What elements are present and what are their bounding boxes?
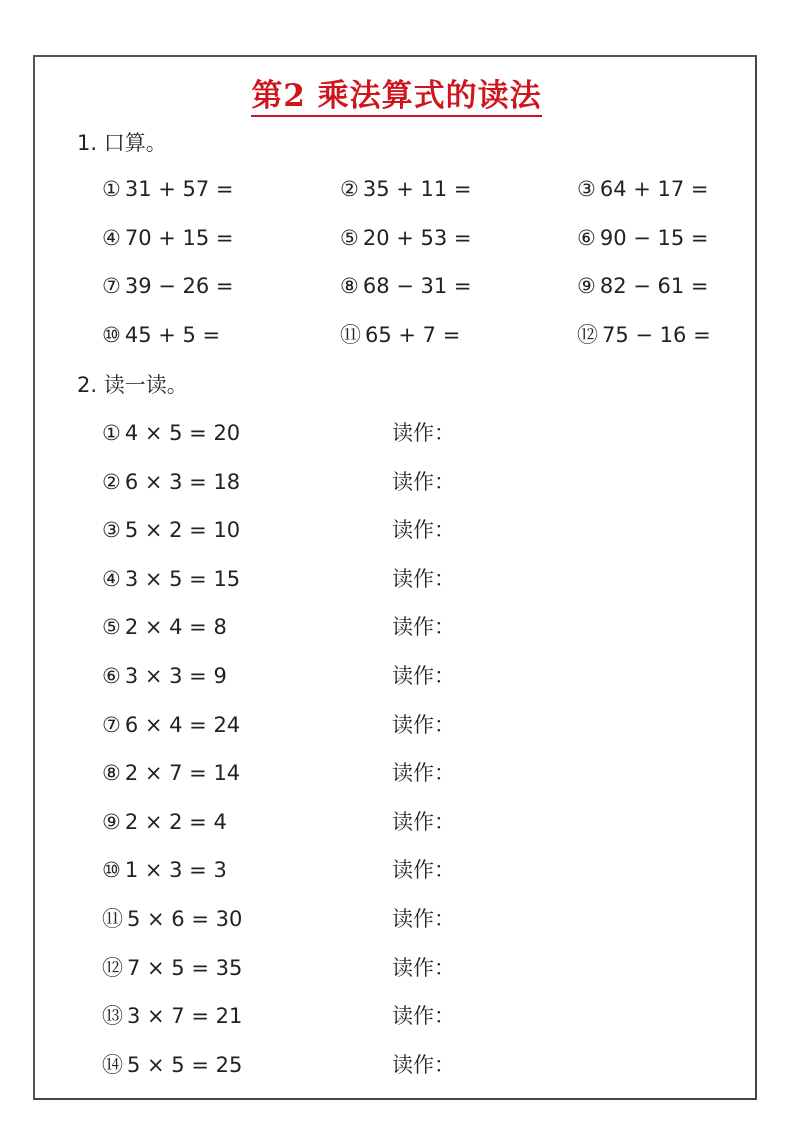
calc-item bbox=[340, 223, 472, 253]
item-number: ⑥ bbox=[577, 226, 596, 250]
expression-text: 7 × 5 = 35 bbox=[127, 956, 243, 980]
read-as-label: 读作： bbox=[392, 956, 455, 980]
read-as-label: 读作： bbox=[392, 421, 455, 445]
item-number: ⑨ bbox=[102, 810, 121, 834]
calc-item bbox=[102, 271, 234, 301]
calc-item bbox=[340, 174, 472, 204]
item-number: ④ bbox=[102, 567, 121, 591]
calc-row bbox=[0, 174, 793, 204]
item-number: ⑫ bbox=[577, 323, 598, 347]
expression-text: 6 × 4 = 24 bbox=[124, 713, 241, 737]
multiplication-expression bbox=[102, 467, 240, 497]
item-number: ⑧ bbox=[340, 274, 359, 298]
multiplication-expression bbox=[102, 564, 240, 594]
calc-expression: 35 + 11 = bbox=[362, 177, 472, 201]
page-title bbox=[0, 76, 793, 116]
multiplication-expression bbox=[102, 661, 227, 691]
read-row bbox=[0, 710, 793, 740]
item-number: ③ bbox=[102, 518, 121, 542]
read-as-label: 读作： bbox=[392, 761, 455, 785]
expression-text: 4 × 5 = 20 bbox=[124, 421, 241, 445]
read-as-label: 读作： bbox=[392, 1053, 455, 1077]
expression-text: 3 × 3 = 9 bbox=[124, 664, 227, 688]
calc-item bbox=[577, 320, 711, 350]
read-as-label: 读作： bbox=[392, 810, 455, 834]
section2-heading: 2. 读一读。 bbox=[77, 373, 188, 397]
read-row bbox=[0, 661, 793, 691]
item-number: ⑭ bbox=[102, 1053, 123, 1077]
calc-expression: 45 + 5 = bbox=[124, 323, 221, 347]
calc-item bbox=[577, 271, 709, 301]
calc-row bbox=[0, 223, 793, 253]
item-number: ⑥ bbox=[102, 664, 121, 688]
expression-text: 2 × 4 = 8 bbox=[124, 615, 227, 639]
calc-expression: 64 + 17 = bbox=[599, 177, 709, 201]
calc-item bbox=[577, 223, 709, 253]
read-as-label: 读作： bbox=[392, 1004, 455, 1028]
calc-item bbox=[102, 320, 220, 350]
read-as-label: 读作： bbox=[392, 470, 455, 494]
item-number: ⑪ bbox=[340, 323, 361, 347]
read-row bbox=[0, 418, 793, 448]
calc-item bbox=[102, 174, 234, 204]
expression-text: 6 × 3 = 18 bbox=[124, 470, 241, 494]
expression-text: 5 × 6 = 30 bbox=[127, 907, 243, 931]
read-row bbox=[0, 807, 793, 837]
read-row bbox=[0, 564, 793, 594]
item-number: ⑧ bbox=[102, 761, 121, 785]
item-number: ① bbox=[102, 177, 121, 201]
calc-item bbox=[577, 174, 709, 204]
page-title-text: 第2 乘法算式的读法 bbox=[251, 78, 541, 117]
calc-item bbox=[340, 320, 460, 350]
multiplication-expression bbox=[102, 904, 242, 934]
read-as-label: 读作： bbox=[392, 907, 455, 931]
read-row bbox=[0, 1050, 793, 1080]
item-number: ⑩ bbox=[102, 323, 121, 347]
read-as-label: 读作： bbox=[392, 518, 455, 542]
section1-heading: 1. 口算。 bbox=[77, 131, 167, 155]
expression-text: 2 × 2 = 4 bbox=[124, 810, 227, 834]
read-row bbox=[0, 1001, 793, 1031]
expression-text: 5 × 5 = 25 bbox=[127, 1053, 243, 1077]
item-number: ⑫ bbox=[102, 956, 123, 980]
multiplication-expression bbox=[102, 758, 240, 788]
read-as-label: 读作： bbox=[392, 567, 455, 591]
calc-row bbox=[0, 271, 793, 301]
calc-expression: 70 + 15 = bbox=[124, 226, 234, 250]
read-row bbox=[0, 467, 793, 497]
read-row bbox=[0, 855, 793, 885]
multiplication-expression bbox=[102, 418, 240, 448]
item-number: ⑦ bbox=[102, 274, 121, 298]
calc-expression: 90 − 15 = bbox=[599, 226, 709, 250]
item-number: ④ bbox=[102, 226, 121, 250]
calc-expression: 31 + 57 = bbox=[124, 177, 234, 201]
multiplication-expression bbox=[102, 855, 227, 885]
multiplication-expression bbox=[102, 515, 240, 545]
calc-item bbox=[340, 271, 472, 301]
item-number: ② bbox=[340, 177, 359, 201]
read-as-label: 读作： bbox=[392, 664, 455, 688]
read-as-label: 读作： bbox=[392, 615, 455, 639]
read-row bbox=[0, 953, 793, 983]
item-number: ⑤ bbox=[340, 226, 359, 250]
multiplication-expression bbox=[102, 807, 227, 837]
multiplication-expression bbox=[102, 953, 242, 983]
expression-text: 5 × 2 = 10 bbox=[124, 518, 241, 542]
calc-item bbox=[102, 223, 234, 253]
expression-text: 3 × 5 = 15 bbox=[124, 567, 241, 591]
item-number: ⑨ bbox=[577, 274, 596, 298]
calc-expression: 20 + 53 = bbox=[362, 226, 472, 250]
calc-expression: 39 − 26 = bbox=[124, 274, 234, 298]
read-as-label: 读作： bbox=[392, 858, 455, 882]
multiplication-expression bbox=[102, 1001, 242, 1031]
calc-expression: 75 − 16 = bbox=[602, 323, 711, 347]
item-number: ② bbox=[102, 470, 121, 494]
item-number: ① bbox=[102, 421, 121, 445]
calc-expression: 68 − 31 = bbox=[362, 274, 472, 298]
multiplication-expression bbox=[102, 710, 240, 740]
read-row bbox=[0, 515, 793, 545]
item-number: ⑬ bbox=[102, 1004, 123, 1028]
item-number: ⑪ bbox=[102, 907, 123, 931]
item-number: ⑦ bbox=[102, 713, 121, 737]
item-number: ③ bbox=[577, 177, 596, 201]
multiplication-expression bbox=[102, 1050, 242, 1080]
calc-expression: 65 + 7 = bbox=[365, 323, 461, 347]
expression-text: 1 × 3 = 3 bbox=[124, 858, 227, 882]
item-number: ⑤ bbox=[102, 615, 121, 639]
read-row bbox=[0, 904, 793, 934]
read-as-label: 读作： bbox=[392, 713, 455, 737]
read-row bbox=[0, 758, 793, 788]
calc-row bbox=[0, 320, 793, 350]
calc-expression: 82 − 61 = bbox=[599, 274, 709, 298]
item-number: ⑩ bbox=[102, 858, 121, 882]
expression-text: 3 × 7 = 21 bbox=[127, 1004, 243, 1028]
expression-text: 2 × 7 = 14 bbox=[124, 761, 241, 785]
read-row bbox=[0, 612, 793, 642]
multiplication-expression bbox=[102, 612, 227, 642]
